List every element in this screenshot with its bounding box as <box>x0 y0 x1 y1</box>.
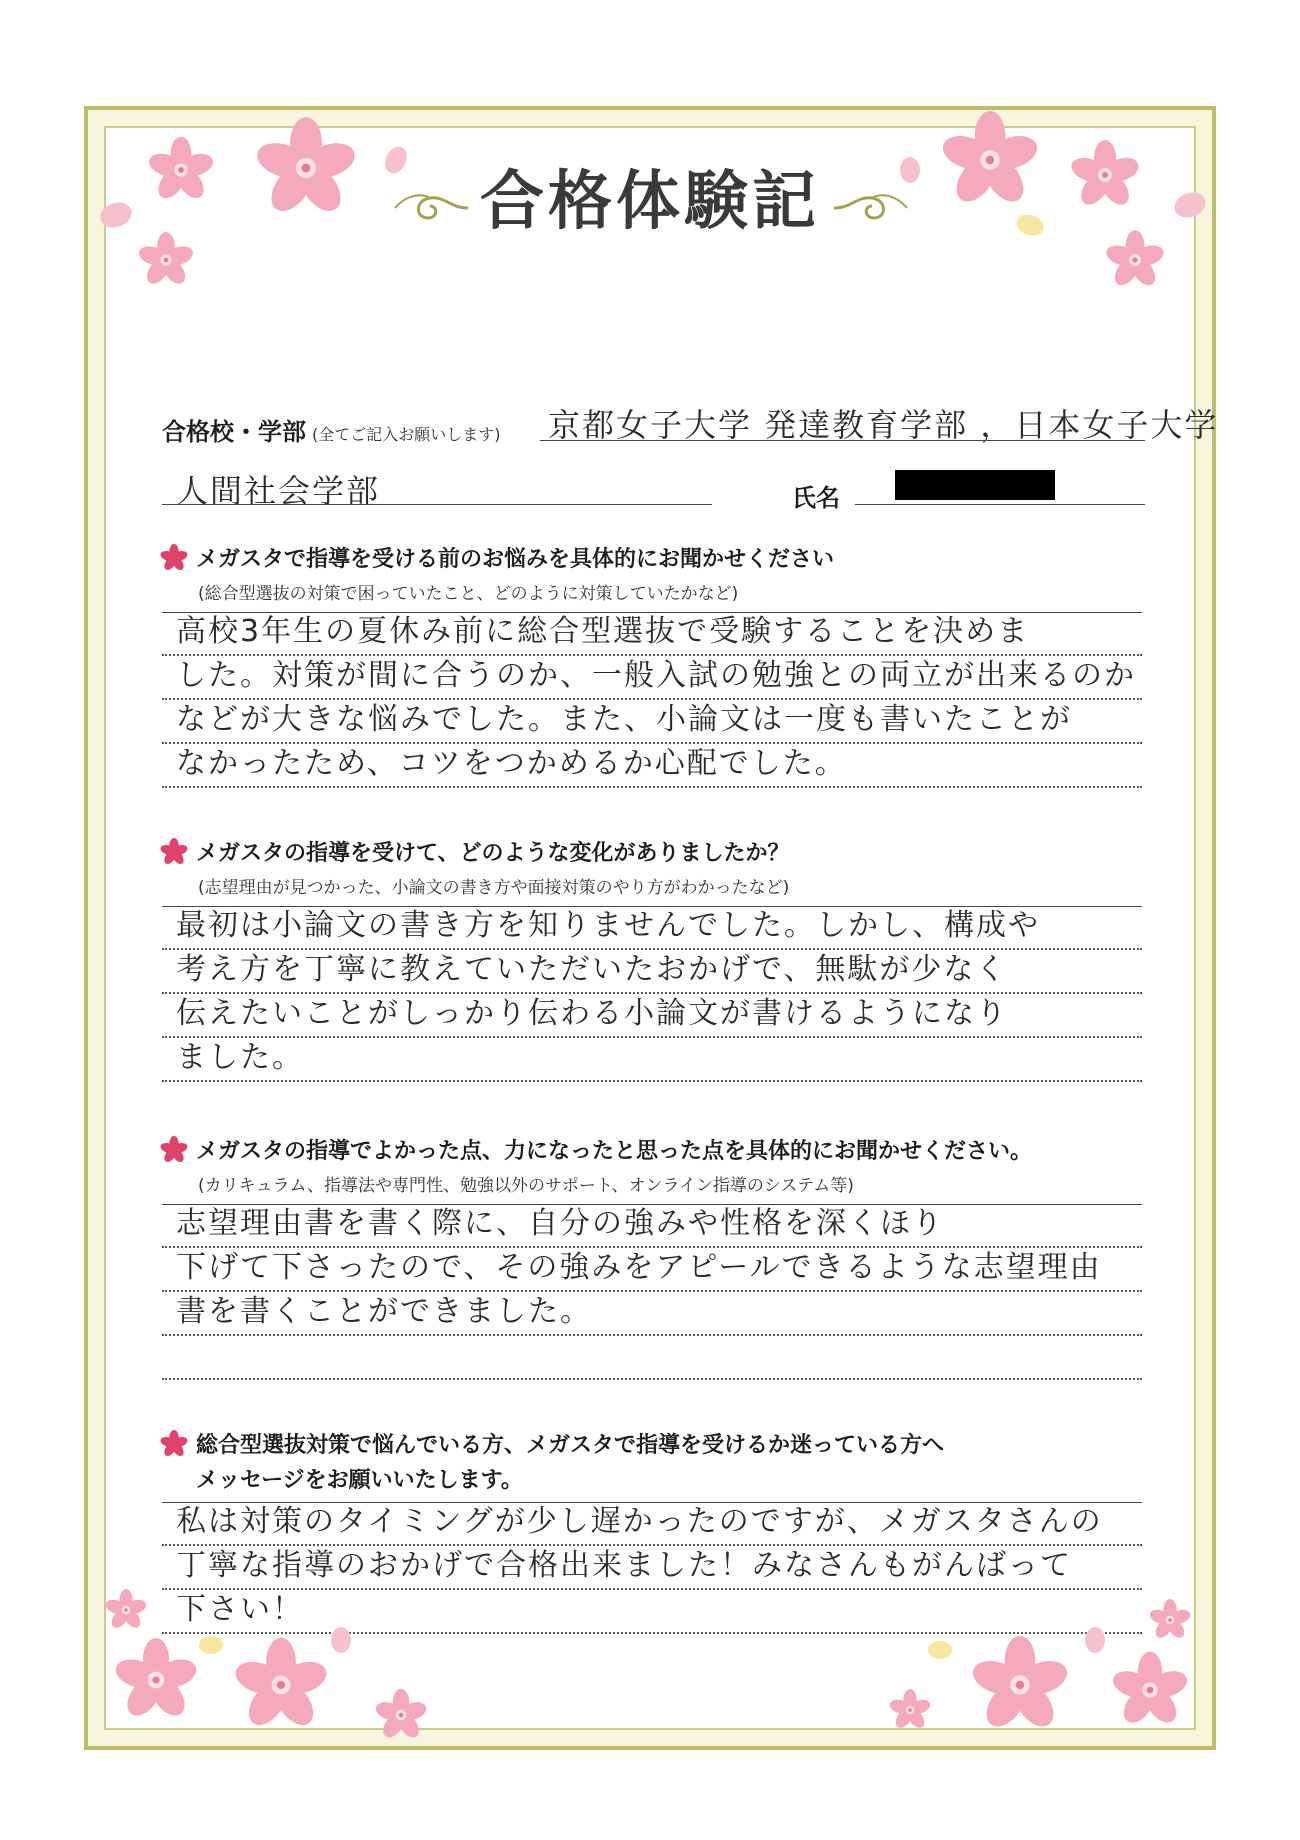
answer-1-line-4: なかったため、コツをつかめるか心配でした。 <box>162 744 1142 788</box>
answer-2-line-2: 考え方を丁寧に教えていただいたおかげで、無駄が少なく <box>162 950 1142 994</box>
answer-1-line-1: 高校3年生の夏休み前に総合型選抜で受験することを決めま <box>162 612 1142 656</box>
swirl-ornament-right <box>832 188 912 228</box>
sakura-decoration-bottom-right <box>880 1590 1210 1740</box>
answer-2-line-1: 最初は小論文の書き方を知りませんでした。しかし、構成や <box>162 906 1142 950</box>
answer-1-line-2: した。対策が間に合うのか、一般入試の勉強との両立が出来るのか <box>162 656 1142 700</box>
answer-3-line-2: 下げて下さったので、その強みをアピールできるような志望理由 <box>162 1248 1142 1292</box>
answer-2-line-3: 伝えたいことがしっかり伝わる小論文が書けるようになり <box>162 994 1142 1038</box>
answer-3-line-3: 書を書くことができました。 <box>162 1292 1142 1336</box>
school-note: (全てご記入お願いします) <box>312 425 501 444</box>
question-2-subtitle: (志望理由が見つかった、小論文の書き方や面接対策のやり方がわかったなど) <box>198 878 790 898</box>
page-title: 合格体験記 <box>480 164 820 239</box>
school-underline-2 <box>162 504 712 505</box>
name-redaction <box>895 470 1055 500</box>
school-label: 合格校・学部 <box>162 418 306 446</box>
question-3-subtitle: (カリキュラム、指導法や専門性、勉強以外のサポート、オンライン指導のシステム等) <box>198 1176 854 1196</box>
sakura-icon <box>160 544 188 572</box>
question-2-header <box>160 836 1150 898</box>
sakura-icon <box>160 1136 188 1164</box>
sakura-decoration-bottom-left <box>96 1590 456 1740</box>
sakura-icon <box>160 838 188 866</box>
question-1-header <box>160 542 1150 604</box>
name-underline <box>855 504 1145 505</box>
sakura-icon <box>160 1430 188 1458</box>
school-value-line2: 人間社会学部 <box>176 472 381 510</box>
school-label-row <box>162 412 501 447</box>
question-1-subtitle: (総合型選抜の対策で困っていたこと、どのように対策していたかなど) <box>198 584 739 604</box>
name-label: 氏名 <box>792 484 840 512</box>
school-value-line1: 京都女子大学 発達教育学部 ，日本女子大学 <box>548 406 1219 444</box>
answer-4-line-2: 丁寧な指導のおかげで合格出来ました！みなさんもがんばって <box>162 1546 1142 1590</box>
school-underline-1 <box>540 440 1145 441</box>
question-2-title: メガスタの指導を受けて、どのような変化がありましたか？ <box>196 841 790 866</box>
answer-3-line-4 <box>162 1336 1142 1380</box>
question-4-title-line2: メッセージをお願いいたします。 <box>196 1468 523 1493</box>
question-4-header <box>160 1428 1150 1494</box>
answer-4-line-1: 私は対策のタイミングが少し遅かったのですが、メガスタさんの <box>162 1502 1142 1546</box>
question-3-header <box>160 1134 1150 1196</box>
question-3-title: メガスタの指導でよかった点、力になったと思った点を具体的にお聞かせください。 <box>196 1139 1033 1164</box>
answer-1-line-3: などが大きな悩みでした。また、小論文は一度も書いたことが <box>162 700 1142 744</box>
answer-3-line-1: 志望理由書を書く際に、自分の強みや性格を深くほり <box>162 1204 1142 1248</box>
question-4-title: 総合型選抜対策で悩んでいる方、メガスタで指導を受けるか迷っている方へ <box>196 1433 945 1458</box>
answer-2-line-4: ました。 <box>162 1038 1142 1082</box>
answer-4-line-3: 下さい！ <box>162 1590 1142 1634</box>
question-1-title: メガスタで指導を受ける前のお悩みを具体的にお聞かせください <box>196 547 835 572</box>
